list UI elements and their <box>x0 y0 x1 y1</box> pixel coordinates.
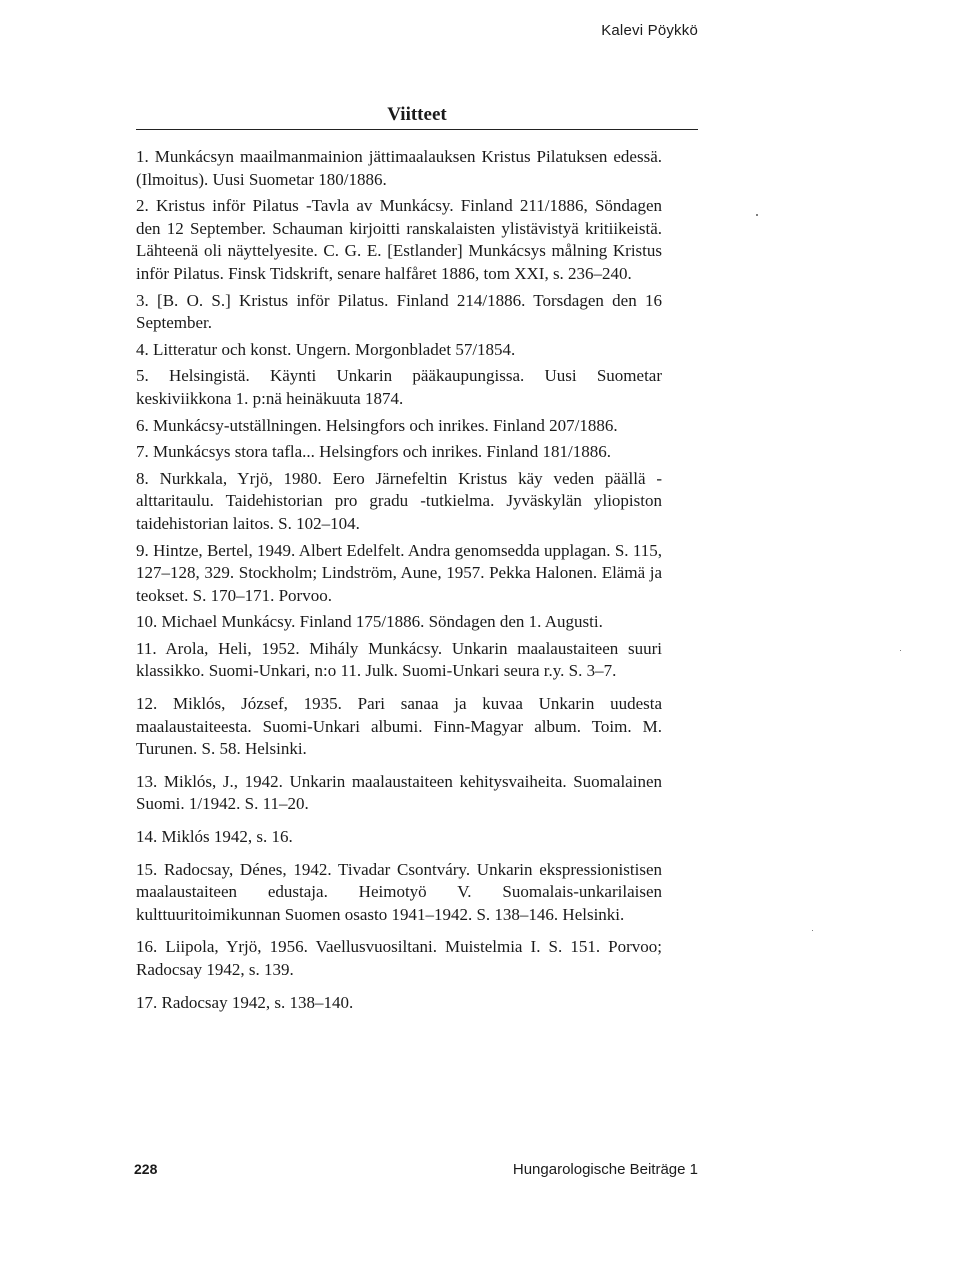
notes-list <box>136 146 662 1018</box>
note-13: 13. Miklós, J., 1942. Unkarin maalaustaiteen kehitysvaiheita. Suomalainen Suomi. 1/1942. S. 11–20. <box>136 771 662 814</box>
note-2: 2. Kristus inför Pilatus -Tavla av Munkácsy. Finland 211/1886, Söndagen den 12 September. Schauman kirjoitti ranskalaisten ylistävistyä kritiikeistä. Lähteenä oli näyttelyesite. C. G. E. [Estlander] Munkácsys målning Kristus inför Pilatus. Finsk Tidskrift, senare halfåret 1886, tom XXI, s. 236–240. <box>136 196 662 283</box>
note-5: 5. Helsingistä. Käynti Unkarin pääkaupungissa. Uusi Suometar keskiviikkona 1. p:nä heinäkuuta 1874. <box>136 366 662 408</box>
note-15: 15. Radocsay, Dénes, 1942. Tivadar Csontváry. Unkarin ekspressionistisen maalaustaiteen edustaja. Heimotyö V. Suomalais-unkarilaisen kulttuuritoimikunnan Suomen osasto 1941–1942. S. 138–146. Helsinki. <box>136 859 662 924</box>
title-rule <box>136 129 698 130</box>
note-17: 17. Radocsay 1942, s. 138–140. <box>136 992 354 1012</box>
note-3: 3. [B. O. S.] Kristus inför Pilatus. Finland 214/1886. Torsdagen den 16 September. <box>136 290 662 333</box>
note-7: 7. Munkácsys stora tafla... Helsingfors och inrikes. Finland 181/1886. <box>136 442 611 462</box>
note-6: 6. Munkácsy-utställningen. Helsingfors och inrikes. Finland 207/1886. <box>136 415 618 435</box>
note-1: 1. Munkácsyn maailmanmainion jättimaalauksen Kristus Pilatuksen edessä. (Ilmoitus). Uusi Suometar 180/1886. <box>136 147 662 189</box>
section-title: Viitteet <box>387 104 447 125</box>
journal-title: Hungarologische Beiträge 1 <box>512 1161 698 1178</box>
section-heading <box>136 104 698 130</box>
scan-speck <box>900 650 901 651</box>
note-12: 12. Miklós, József, 1935. Pari sanaa ja kuvaa Unkarin uudesta maalaustaiteesta. Suomi-Unkari albumi. Finn-Magyar album. Toim. M. Turunen. S. 58. Helsinki. <box>136 694 662 759</box>
note-11: 11. Arola, Heli, 1952. Mihály Munkácsy. Unkarin maalaustaiteen suuri klassikko. Suomi-Unkari, n:o 11. Julk. Suomi-Unkari seura r.y. S. 3–7. <box>136 638 662 681</box>
running-head-author: Kalevi Pöykkö <box>601 22 698 39</box>
note-9: 9. Hintze, Bertel, 1949. Albert Edelfelt. Andra genomsedda upplagan. S. 115, 127–128, 329. Stockholm; Lindström, Aune, 1957. Pekka Halonen. Elämä ja teokset. S. 170–171. Porvoo. <box>136 540 662 605</box>
page-number: 228 <box>134 1161 158 1177</box>
note-16: 16. Liipola, Yrjö, 1956. Vaellusvuosiltani. Muistelmia I. S. 151. Porvoo; Radocsay 1942, s. 139. <box>136 937 662 979</box>
note-10: 10. Michael Munkácsy. Finland 175/1886. Söndagen den 1. Augusti. <box>136 612 603 632</box>
scan-speck <box>812 930 813 931</box>
note-4: 4. Litteratur och konst. Ungern. Morgonbladet 57/1854. <box>136 339 516 359</box>
note-14: 14. Miklós 1942, s. 16. <box>136 827 293 847</box>
note-8: 8. Nurkkala, Yrjö, 1980. Eero Järnefeltin Kristus käy veden päällä -alttaritaulu. Taidehistorian pro gradu -tutkielma. Jyväskylän yliopiston taidehistorian laitos. S. 102–104. <box>136 468 662 533</box>
scan-speck <box>756 214 758 216</box>
